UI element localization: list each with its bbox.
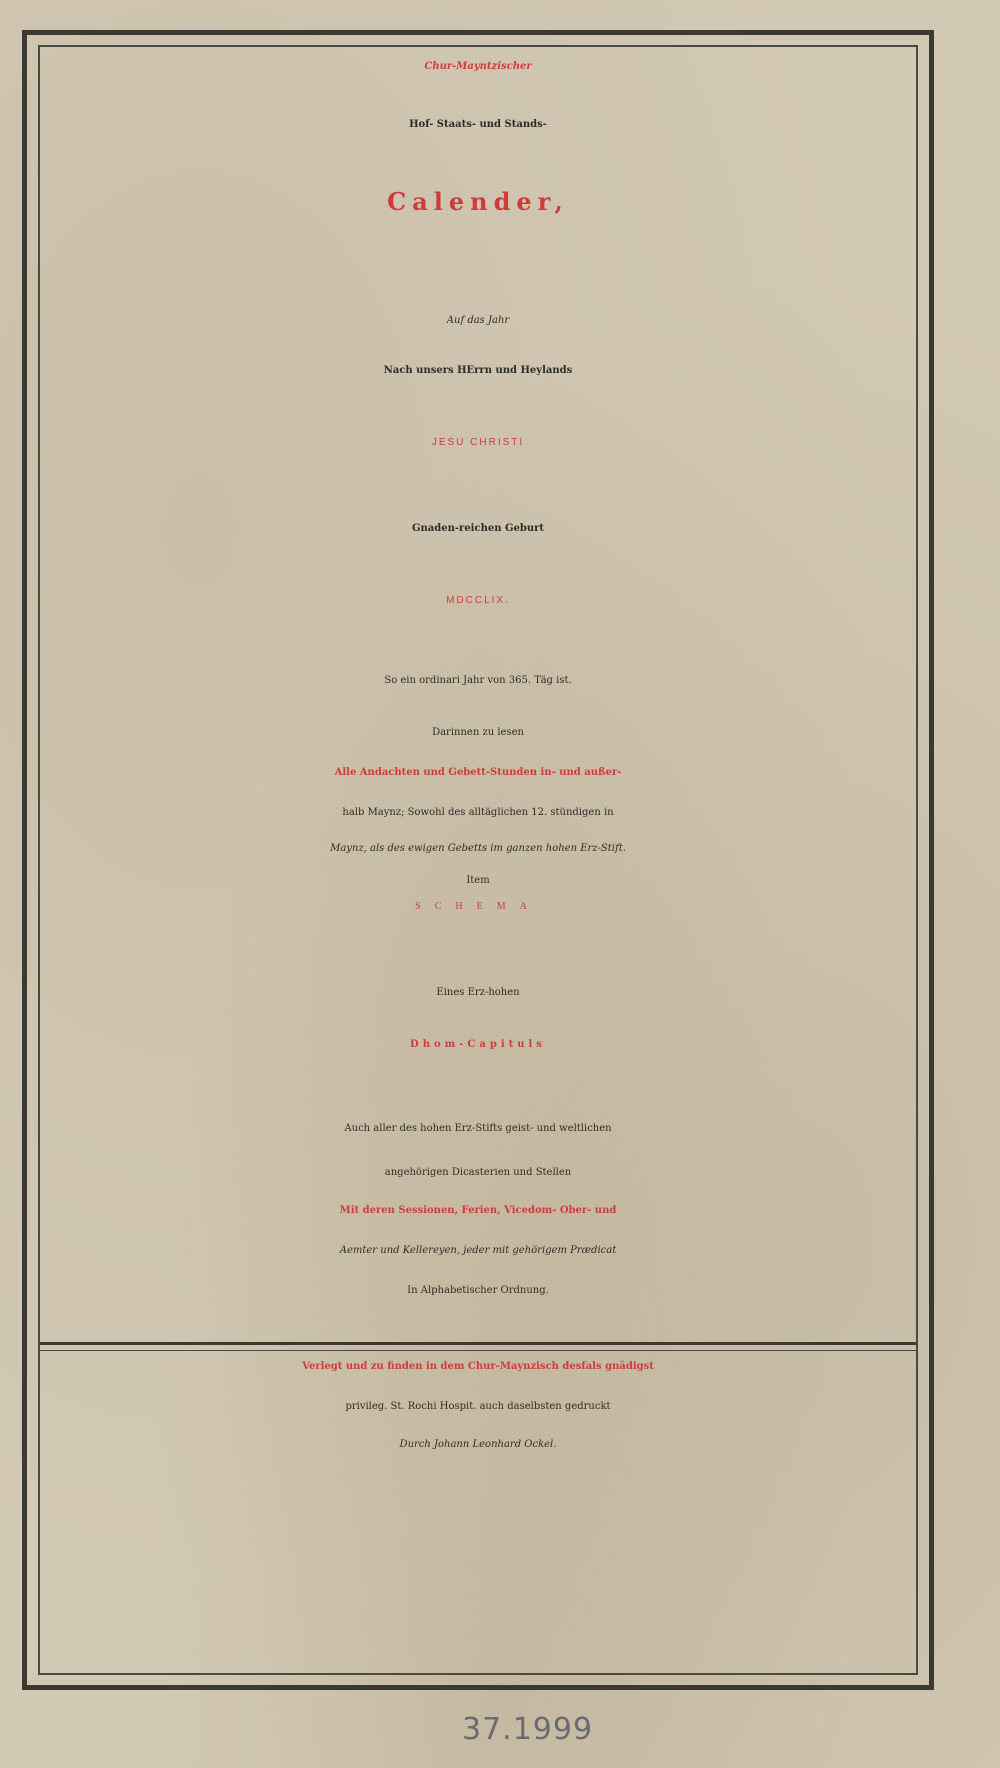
title-line-2: Hof- Staats- und Stands- bbox=[409, 119, 547, 130]
title-line-9: So ein ordinari Jahr von 365. Täg ist. bbox=[384, 675, 572, 686]
imprint-line-2: privileg. St. Rochi Hospit. auch daselbsten gedruckt bbox=[345, 1401, 611, 1412]
separator-rule bbox=[40, 1342, 916, 1345]
title-line-7: Gnaden-reichen Geburt bbox=[411, 523, 545, 534]
title-line-11: Alle Andachten und Gebett-Stunden in- und außer- bbox=[334, 767, 622, 778]
title-line-6: JESU CHRISTI bbox=[431, 437, 525, 448]
title-line-17: Dhom-Capituls bbox=[410, 1039, 546, 1050]
title-line-16: Eines Erz-hohen bbox=[436, 987, 520, 998]
title-line-15: SCHEMA bbox=[415, 901, 541, 912]
title-line-22: In Alphabetischer Ordnung. bbox=[407, 1285, 549, 1296]
title-line-14: Item bbox=[466, 875, 490, 886]
inner-border bbox=[38, 45, 918, 1675]
title-line-19: angehörigen Dicasterien und Stellen bbox=[384, 1167, 572, 1178]
title-line-5: Nach unsers HErrn und Heylands bbox=[383, 365, 573, 376]
title-line-1: Chur-Mayntzischer bbox=[424, 61, 532, 72]
shelfmark-note: 37.1999 bbox=[462, 1712, 594, 1747]
title-line-21: Aemter und Kellereyen, jeder mit gehörigem Prædicat bbox=[339, 1245, 617, 1256]
title-line-4: Auf das Jahr bbox=[446, 315, 510, 326]
separator-rule-thin bbox=[40, 1350, 916, 1351]
imprint-line-1: Verlegt und zu finden in dem Chur-Maynzisch desfals gnädigst bbox=[302, 1361, 654, 1372]
title-line-10: Darinnen zu lesen bbox=[432, 727, 524, 738]
title-line-12: halb Maynz; Sowohl des alltäglichen 12. stündigen in bbox=[342, 807, 614, 818]
title-line-3: Calender, bbox=[387, 187, 569, 216]
title-line-20: Mit deren Sessionen, Ferien, Vicedom- Ober- und bbox=[339, 1205, 617, 1216]
title-line-13: Maynz, als des ewigen Gebetts im ganzen hohen Erz-Stift. bbox=[330, 843, 626, 854]
title-line-8: MDCCLIX. bbox=[446, 595, 510, 606]
title-line-18: Auch aller des hohen Erz-Stifts geist- und weltlichen bbox=[344, 1123, 612, 1134]
imprint-line-3: Durch Johann Leonhard Ockel. bbox=[399, 1439, 557, 1450]
